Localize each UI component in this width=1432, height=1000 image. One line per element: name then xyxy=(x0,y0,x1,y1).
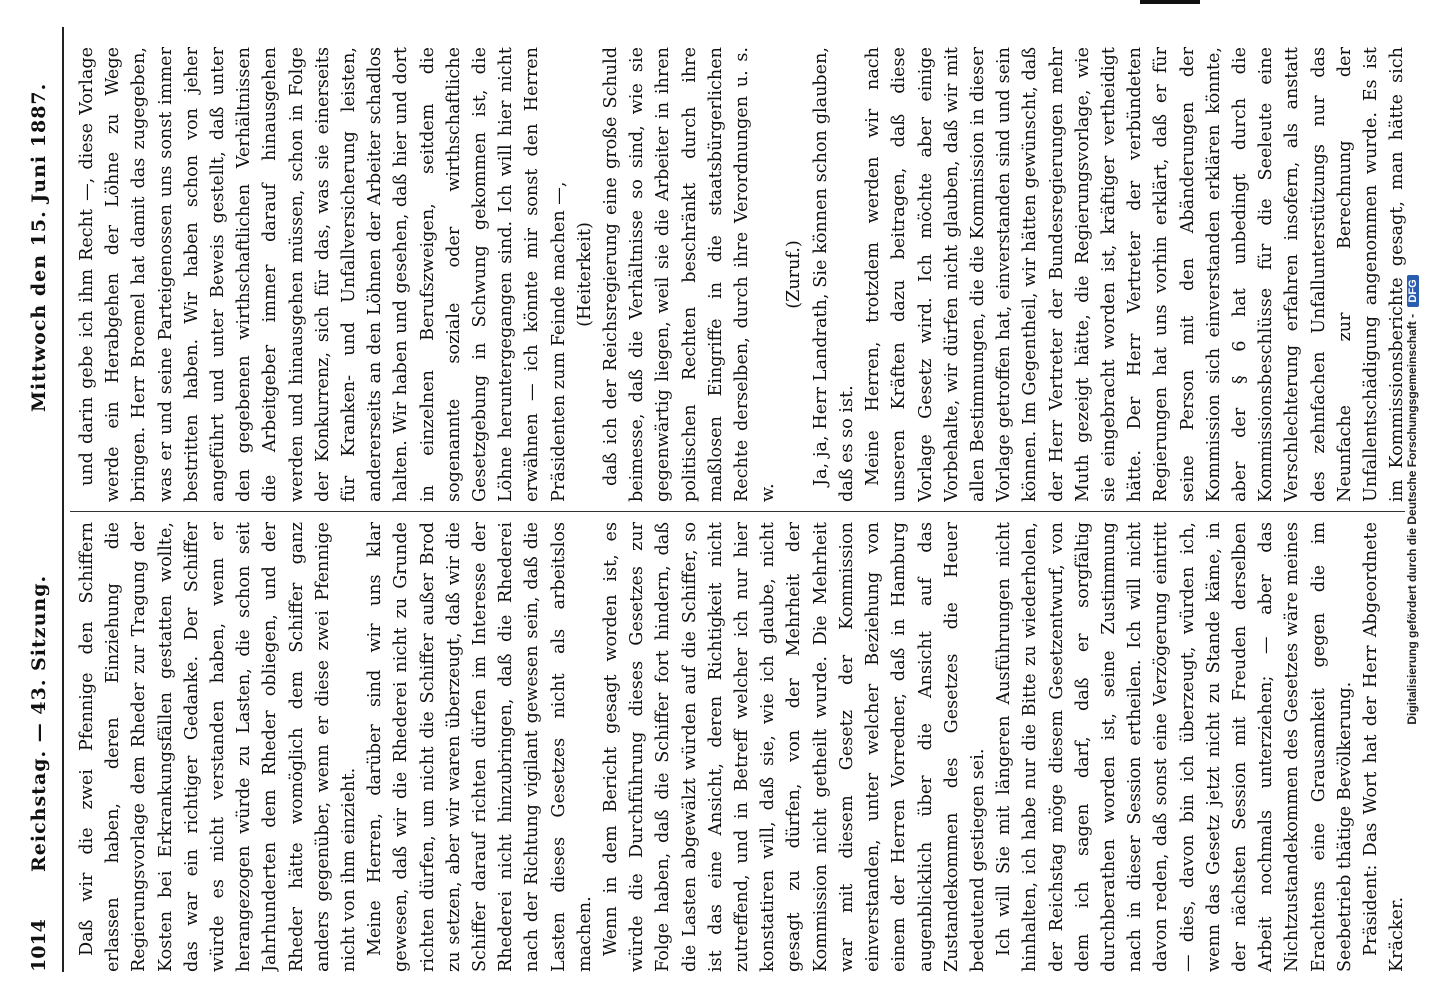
paragraph: Meine Herren, trotzdem werden wir nach unseren Kräften dazu beitragen, daß diese Vorlage Gesetz wird. Ich möchte aber einige Vorbehalte, wir dürfen nicht glauben, daß wir mit allen Bestimmungen, die die Kommission in dieser Vorlage getroffen hat, einverstanden sind und sein können. Im Gegentheil, wir hätten gewünscht, daß der Herr Vertreter der Bundesregierungen mehr Muth gezeigt hätte, die Regierungsvorlage, wie sie eingebracht worden ist, kräftiger vertheidigt hätte. Der Herr Vertreter der verbündeten Regierungen hat uns vorhin erklärt, daß er für seine Person mit den Abänderungen der Kommission sich einverstanden erklären könnte, aber der § 6 hat unbedingt durch die Kommissionsbeschlüsse für die Seeleute eine Verschlechterung erfahren insofern, als anstatt des zehnfachen Unfallunterstützungs nur das Neunfache zur Berechnung der Unfallentschädigung angenommen wurde. Es ist im Kommissionsberichte gesagt, man hätte sich xyxy=(863,47,1408,502)
dfg-logo: DFG xyxy=(1407,275,1419,306)
digitization-credit xyxy=(1405,0,1419,1000)
paragraph: Präsident: Das Wort hat der Herr Abgeordnete Kräcker. xyxy=(1360,522,1408,972)
left-column xyxy=(74,522,1414,972)
paragraph: Wenn in dem Bericht gesagt worden ist, es würde die Durchführung dieses Gesetzes zur Folge haben, daß die Schiffer fort hindern, daß die Lasten abgewälzt würden auf die Schiffer, so ist das eine Ansicht, deren Richtigkeit nicht zutreffend, und in Betreff welcher ich nur hier konstatiren will, daß sie, wie ich glaube, nicht gesagt zu dürfen, von der Mehrheit der Kommission nicht getheilt wurde. Die Mehrheit war mit diesem Gesetz der Kommission einverstanden, unter welcher Beziehung von einem der Herren Vorredner, daß in Hamburg augenblicklich über die Ansicht auf das Zustandekommen des Gesetzes die Heuer bedeutend gestiegen sei. xyxy=(601,522,988,972)
paragraph: und darin gebe ich ihm Recht —, diese Vorlage werde ein Herabgehen der Löhne zu Wege bringen. Herr Broemel hat damit das zugegeben, was er und seine Parteigenossen uns sonst immer bestritten haben. Wir haben schon von jeher angeführt und unter Beweis gestellt, daß unter den gegebenen wirthschaftlichen Verhältnissen die Arbeitgeber immer darauf hinausgehen werden und hinausgehen müssen, schon in Folge der Konkurrenz, sich für das, was sie einerseits für Kranken- und Unfallversicherung leisten, andererseits an den Löhnen der Arbeiter schadlos halten. Wir haben und gesehen, daß hier und dort in einzelnen Berufszweigen, seitdem die sogenannte soziale oder wirthschaftliche Gesetzgebung in Schwung gekommen ist, die Löhne heruntergegangen sind. Ich will hier nicht erwähnen — ich könnte mir sonst den Herren Präsidenten zum Feinde machen —, xyxy=(77,47,569,502)
credit-text: Digitalisierung gefördert durch die Deutsche Forschungsgemeinschaft - xyxy=(1405,313,1419,725)
running-title: Reichstag. — 43. Sitzung. xyxy=(28,574,50,872)
page-number: 1014 xyxy=(28,919,50,972)
paragraph: Ich will Sie mit längeren Ausführungen nicht hinhalten, ich habe nur die Bitte zu wiederholen, der Reichstag möge diesem Gesetzentwurf, von dem ich sagen darf, daß er sorgfältig durchberathen worden ist, seine Zustimmung nach in dieser Session ertheilen. Ich will nicht davon reden, daß sonst eine Verzögerung eintritt — dies, davon bin ich überzeugt, würden ich, wenn das Gesetz jetzt nicht zu Stande käme, in der nächsten Session mit Freuden derselben Arbeit nochmals unterziehen; — aber das Nichtzustandekommen des Gesetzes wäre meines Erachtens eine Grausamkeit gegen die im Seebetrieb thätige Bevölkerung. xyxy=(994,522,1355,972)
interjection: (Heiterkeit) xyxy=(574,222,595,327)
column-divider xyxy=(70,511,1405,512)
header-rule xyxy=(62,27,64,972)
interjection: (Zuruf.) xyxy=(784,240,805,309)
running-header xyxy=(28,22,58,972)
paragraph: Meine Herren, darüber sind wir uns klar gewesen, daß wir die Rhederei nicht zu Grunde richten dürfen, um nicht die Schiffer außer Brod zu setzen, aber wir waren überzeugt, daß wir die Schiffer darauf richten dürfen im Interesse der Rhederei nicht hinzubringen, daß die Rhederei nach der Richtung vigilant gewesen sein, daß die Lasten dieses Gesetzes nicht als arbeitslos machen. xyxy=(365,522,595,972)
right-column xyxy=(74,47,1414,502)
session-date: Mittwoch den 15. Juni 1887. xyxy=(28,82,50,412)
paragraph: daß ich der Reichsregierung eine große Schuld beimesse, daß die Verhältnisse so sind, wie sie gegenwärtig liegen, weil sie die Arbeiter in ihren politischen Rechten beschränkt durch ihre maßlosen Eingriffe in die staatsbürgerlichen Rechte derselben, durch ihre Verordnungen u. s. w. xyxy=(601,47,779,502)
paragraph: Daß wir die zwei Pfennige den Schiffern erlassen haben, deren Einziehung die Regierungsvorlage dem Rheder zur Tragung der Kosten bei Erkrankungsfällen gestatten wollte, das war ein richtiger Gedanke. Der Schiffer würde es nicht verstanden haben, wenn er herangezogen würde zu Lasten, die schon seit Jahrhunderten dem Rheder obliegen, und der Rheder hätte womöglich dem Schiffer ganz anders gegenüber, wenn er diese zwei Pfennige nicht von ihm einzieht. xyxy=(77,522,360,972)
paragraph: Ja, ja, Herr Landrath, Sie können schon glauben, daß es so ist. xyxy=(810,47,857,502)
